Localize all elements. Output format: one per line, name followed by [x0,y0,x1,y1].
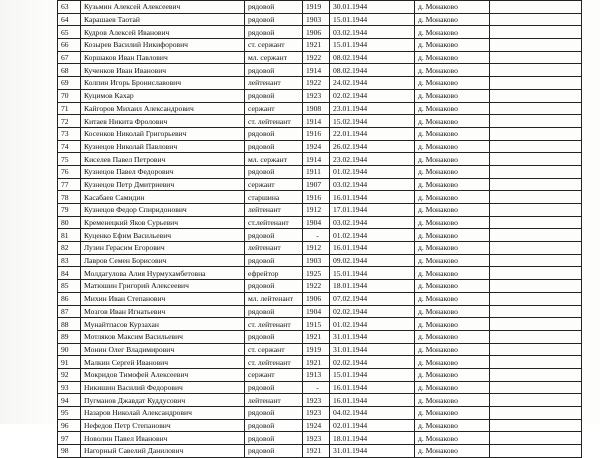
cell-rank: ст. лейтенант [245,318,303,331]
cell-date: 02.02.1944 [330,89,415,102]
cell-date: 08.02.1944 [330,51,415,64]
cell-num: 91 [58,356,81,369]
cell-rank: рядовой [245,432,303,445]
cell-place: д. Монаково [415,102,490,115]
cell-year: 1921 [303,39,330,52]
cell-rank: мл. сержант [245,51,303,64]
cell-place: д. Монаково [415,254,490,267]
cell-name: Карашаев Таотай [81,13,245,26]
cell-place: д. Монаково [415,330,490,343]
cell-rank: старшина [245,191,303,204]
cell-year: 1912 [303,204,330,217]
cell-num: 90 [58,343,81,356]
table-row [58,305,582,318]
cell-year: 1921 [303,330,330,343]
cell-year: 1904 [303,305,330,318]
cell-num: 89 [58,330,81,343]
cell-name: Кузнецов Николай Павлович [81,140,245,153]
cell-name: Кученков Иван Иванович [81,64,245,77]
cell-date: 08.02.1944 [330,64,415,77]
cell-date: 31.01.1944 [330,343,415,356]
cell-year: 1923 [303,407,330,420]
cell-date: 31.01.1944 [330,330,415,343]
table-row [58,140,582,153]
table-row [58,165,582,178]
cell-extra [490,280,582,293]
cell-extra [490,368,582,381]
cell-place: д. Монаково [415,51,490,64]
cell-num: 77 [58,178,81,191]
table-row [58,204,582,217]
cell-place: д. Монаково [415,292,490,305]
table-row [58,216,582,229]
cell-name: Киселев Павел Петрович [81,153,245,166]
cell-extra [490,89,582,102]
cell-date: 16.01.1944 [330,242,415,255]
cell-rank: лейтенант [245,77,303,90]
cell-extra [490,191,582,204]
cell-num: 96 [58,419,81,432]
table-row [58,102,582,115]
register-rows [58,1,582,458]
cell-name: Касабаев Самидин [81,191,245,204]
cell-date: 26.02.1944 [330,140,415,153]
cell-year: 1923 [303,89,330,102]
cell-date: 22.01.1944 [330,127,415,140]
cell-date: 23.01.1944 [330,102,415,115]
cell-num: 85 [58,280,81,293]
cell-extra [490,51,582,64]
cell-rank: рядовой [245,305,303,318]
cell-extra [490,140,582,153]
cell-num: 76 [58,165,81,178]
cell-date: 03.02.1944 [330,178,415,191]
cell-date: 30.01.1944 [330,1,415,14]
cell-rank: рядовой [245,26,303,39]
cell-place: д. Монаково [415,204,490,217]
cell-name: Косенков Николай Григорьевич [81,127,245,140]
cell-rank: рядовой [245,407,303,420]
cell-num: 72 [58,115,81,128]
cell-year: - [303,229,330,242]
cell-num: 87 [58,305,81,318]
cell-name: Куценко Ефим Васильевич [81,229,245,242]
table-row [58,254,582,267]
cell-num: 74 [58,140,81,153]
cell-date: 02.01.1944 [330,419,415,432]
cell-num: 63 [58,1,81,14]
cell-num: 95 [58,407,81,420]
cell-extra [490,407,582,420]
cell-date: 24.02.1944 [330,77,415,90]
cell-place: д. Монаково [415,432,490,445]
cell-year: 1924 [303,419,330,432]
cell-year: 1916 [303,127,330,140]
table-row [58,318,582,331]
cell-place: д. Монаково [415,305,490,318]
cell-rank: рядовой [245,381,303,394]
cell-num: 92 [58,368,81,381]
table-row [58,280,582,293]
cell-place: д. Монаково [415,153,490,166]
cell-year: 1913 [303,368,330,381]
cell-name: Мунайтпасов Курзахан [81,318,245,331]
cell-name: Монин Олег Владимирович [81,343,245,356]
cell-name: Пугманов Джавдат Куддусович [81,394,245,407]
cell-place: д. Монаково [415,26,490,39]
cell-date: 18.01.1944 [330,280,415,293]
cell-year: 1921 [303,356,330,369]
table-row [58,292,582,305]
cell-year: 1912 [303,242,330,255]
cell-year: 1925 [303,267,330,280]
cell-place: д. Монаково [415,242,490,255]
cell-place: д. Монаково [415,368,490,381]
table-row [58,77,582,90]
cell-year: 1919 [303,343,330,356]
cell-rank: ст. сержант [245,343,303,356]
cell-num: 97 [58,432,81,445]
cell-num: 84 [58,267,81,280]
cell-year: 1923 [303,394,330,407]
cell-extra [490,343,582,356]
cell-extra [490,292,582,305]
cell-place: д. Монаково [415,13,490,26]
cell-rank: ст. сержант [245,39,303,52]
cell-place: д. Монаково [415,267,490,280]
cell-name: Михин Иван Степанович [81,292,245,305]
table-row [58,64,582,77]
cell-extra [490,13,582,26]
cell-place: д. Монаково [415,343,490,356]
cell-date: 15.01.1944 [330,39,415,52]
cell-extra [490,356,582,369]
cell-name: Лузин Герасим Егорович [81,242,245,255]
cell-rank: рядовой [245,127,303,140]
table-row [58,26,582,39]
cell-rank: рядовой [245,1,303,14]
cell-extra [490,229,582,242]
cell-rank: ст. лейтенант [245,115,303,128]
cell-year: 1922 [303,280,330,293]
cell-year: 1906 [303,26,330,39]
cell-date: 23.02.1944 [330,153,415,166]
cell-num: 66 [58,39,81,52]
cell-place: д. Монаково [415,115,490,128]
cell-date: 03.02.1944 [330,216,415,229]
cell-rank: рядовой [245,280,303,293]
cell-num: 65 [58,26,81,39]
cell-extra [490,204,582,217]
cell-date: 15.02.1944 [330,115,415,128]
cell-rank: сержант [245,178,303,191]
cell-year: 1914 [303,115,330,128]
table-row [58,356,582,369]
cell-rank: рядовой [245,165,303,178]
cell-place: д. Монаково [415,191,490,204]
cell-extra [490,394,582,407]
cell-rank: ст. лейтенант [245,356,303,369]
cell-extra [490,318,582,331]
cell-date: 03.02.1944 [330,26,415,39]
cell-extra [490,267,582,280]
cell-name: Кайгоров Михаил Александрович [81,102,245,115]
cell-num: 98 [58,445,81,458]
cell-rank: лейтенант [245,204,303,217]
cell-rank: рядовой [245,229,303,242]
cell-extra [490,1,582,14]
cell-rank: мл. лейтенант [245,292,303,305]
table-row [58,51,582,64]
cell-extra [490,102,582,115]
cell-place: д. Монаково [415,445,490,458]
cell-date: 04.02.1944 [330,407,415,420]
burial-register-table [57,0,582,458]
cell-date: 31.01.1944 [330,445,415,458]
cell-year: - [303,381,330,394]
cell-extra [490,330,582,343]
cell-rank: ефрейтор [245,267,303,280]
cell-place: д. Монаково [415,216,490,229]
cell-rank: ст.лейтенант [245,216,303,229]
cell-name: Кузнецов Федор Спиридонович [81,204,245,217]
cell-extra [490,432,582,445]
cell-num: 70 [58,89,81,102]
page-margin [0,0,57,424]
table-row [58,191,582,204]
cell-date: 01.02.1944 [330,165,415,178]
table-row [58,394,582,407]
cell-year: 1916 [303,191,330,204]
cell-name: Назаров Николай Александрович [81,407,245,420]
cell-year: 1914 [303,64,330,77]
table-row [58,242,582,255]
cell-place: д. Монаково [415,356,490,369]
cell-extra [490,381,582,394]
cell-rank: рядовой [245,140,303,153]
cell-year: 1922 [303,51,330,64]
cell-date: 01.02.1944 [330,229,415,242]
cell-name: Кузнецов Павел Федорович [81,165,245,178]
cell-date: 16.01.1944 [330,381,415,394]
cell-num: 69 [58,77,81,90]
cell-name: Колпин Игорь Брониславович [81,77,245,90]
cell-num: 64 [58,13,81,26]
cell-rank: рядовой [245,13,303,26]
cell-num: 68 [58,64,81,77]
cell-extra [490,419,582,432]
cell-name: Кудров Алексей Иванович [81,26,245,39]
cell-num: 86 [58,292,81,305]
cell-year: 1903 [303,254,330,267]
cell-year: 1904 [303,216,330,229]
cell-extra [490,127,582,140]
cell-name: Коршаков Иван Павлович [81,51,245,64]
cell-place: д. Монаково [415,407,490,420]
cell-rank: рядовой [245,330,303,343]
table-row [58,419,582,432]
cell-date: 09.02.1944 [330,254,415,267]
cell-num: 83 [58,254,81,267]
cell-num: 67 [58,51,81,64]
cell-place: д. Монаково [415,127,490,140]
table-row [58,1,582,14]
cell-extra [490,305,582,318]
cell-date: 16.01.1944 [330,191,415,204]
table-row [58,381,582,394]
table-row [58,445,582,458]
cell-num: 73 [58,127,81,140]
cell-extra [490,445,582,458]
cell-name: Нагорный Савелий Данилович [81,445,245,458]
cell-place: д. Монаково [415,280,490,293]
cell-extra [490,216,582,229]
cell-place: д. Монаково [415,39,490,52]
cell-rank: рядовой [245,89,303,102]
cell-extra [490,254,582,267]
table-row [58,343,582,356]
cell-name: Никишин Василий Федорович [81,381,245,394]
cell-name: Матюшин Григорий Алексеевич [81,280,245,293]
table-row [58,368,582,381]
cell-place: д. Монаково [415,77,490,90]
cell-num: 81 [58,229,81,242]
cell-extra [490,26,582,39]
cell-date: 16.01.1944 [330,394,415,407]
cell-place: д. Монаково [415,419,490,432]
cell-extra [490,178,582,191]
cell-year: 1906 [303,292,330,305]
cell-name: Козырев Василий Никифорович [81,39,245,52]
cell-place: д. Монаково [415,381,490,394]
table-row [58,330,582,343]
cell-place: д. Монаково [415,178,490,191]
cell-name: Кременецкий Яков Сурьевич [81,216,245,229]
cell-num: 79 [58,204,81,217]
cell-rank: лейтенант [245,242,303,255]
cell-rank: рядовой [245,64,303,77]
cell-year: 1919 [303,1,330,14]
cell-rank: лейтенант [245,394,303,407]
cell-rank: мл. сержант [245,153,303,166]
cell-num: 78 [58,191,81,204]
cell-place: д. Монаково [415,64,490,77]
cell-date: 18.01.1944 [330,432,415,445]
table-row [58,127,582,140]
table-row [58,13,582,26]
cell-name: Кузьмин Алексей Алексеевич [81,1,245,14]
table-row [58,153,582,166]
cell-num: 82 [58,242,81,255]
table-row [58,115,582,128]
cell-rank: рядовой [245,419,303,432]
table-row [58,229,582,242]
cell-rank: сержант [245,102,303,115]
cell-date: 17.01.1944 [330,204,415,217]
cell-name: Мозгов Иван Игнатьевич [81,305,245,318]
cell-name: Молдагулова Алия Нурмухамбетовна [81,267,245,280]
cell-place: д. Монаково [415,140,490,153]
cell-year: 1903 [303,13,330,26]
cell-extra [490,64,582,77]
cell-year: 1914 [303,153,330,166]
cell-place: д. Монаково [415,1,490,14]
cell-extra [490,165,582,178]
cell-name: Нефедов Петр Степанович [81,419,245,432]
table-row [58,39,582,52]
cell-extra [490,115,582,128]
cell-year: 1908 [303,102,330,115]
cell-place: д. Монаково [415,229,490,242]
cell-place: д. Монаково [415,394,490,407]
cell-date: 02.02.1944 [330,356,415,369]
cell-year: 1924 [303,140,330,153]
cell-extra [490,153,582,166]
cell-num: 80 [58,216,81,229]
cell-name: Китаев Никита Фролович [81,115,245,128]
cell-rank: рядовой [245,445,303,458]
cell-num: 94 [58,394,81,407]
cell-date: 07.02.1944 [330,292,415,305]
cell-num: 71 [58,102,81,115]
cell-year: 1915 [303,318,330,331]
cell-rank: рядовой [245,254,303,267]
cell-year: 1907 [303,178,330,191]
table-row [58,178,582,191]
cell-name: Малкин Сергей Иванович [81,356,245,369]
cell-name: Куцимов Кахар [81,89,245,102]
cell-name: Мотляков Максим Васильевич [81,330,245,343]
cell-year: 1923 [303,432,330,445]
cell-year: 1922 [303,77,330,90]
cell-extra [490,77,582,90]
cell-date: 01.02.1944 [330,318,415,331]
cell-name: Мокридов Тимофей Алексеевич [81,368,245,381]
table-row [58,407,582,420]
cell-date: 15.01.1944 [330,368,415,381]
table-row [58,267,582,280]
cell-year: 1911 [303,165,330,178]
table-row [58,432,582,445]
cell-extra [490,39,582,52]
cell-extra [490,242,582,255]
cell-num: 75 [58,153,81,166]
cell-name: Лавров Семен Борисович [81,254,245,267]
cell-place: д. Монаково [415,89,490,102]
cell-num: 88 [58,318,81,331]
cell-date: 15.01.1944 [330,13,415,26]
table-row [58,89,582,102]
cell-year: 1921 [303,445,330,458]
cell-place: д. Монаково [415,165,490,178]
cell-name: Кузнецов Петр Дмитриевич [81,178,245,191]
cell-rank: сержант [245,368,303,381]
cell-date: 15.01.1944 [330,267,415,280]
cell-date: 02.02.1944 [330,305,415,318]
cell-name: Новолин Павел Иванович [81,432,245,445]
cell-num: 93 [58,381,81,394]
cell-place: д. Монаково [415,318,490,331]
